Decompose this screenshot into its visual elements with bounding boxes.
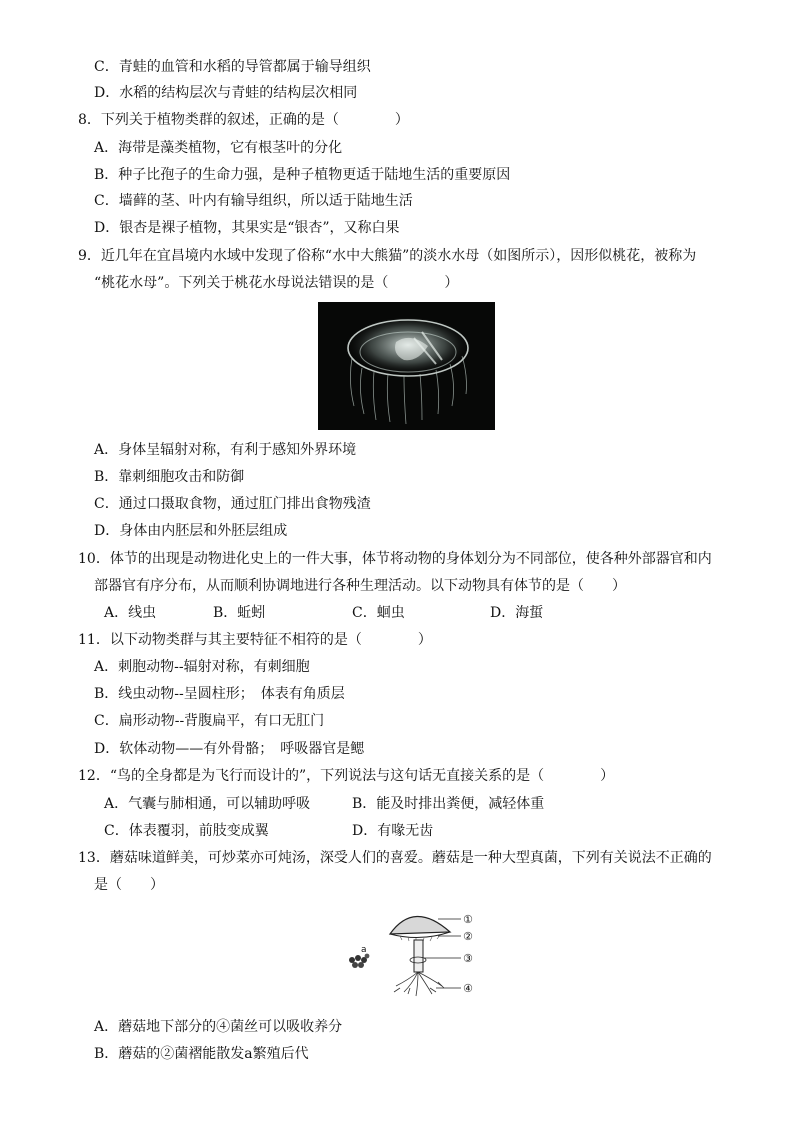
q10-option-c: C．蛔虫: [352, 605, 405, 621]
q7-option-d: D．水稻的结构层次与青蛙的结构层次相同: [94, 85, 358, 101]
q8-option-a: A．海带是藻类植物，它有根茎叶的分化: [94, 140, 343, 156]
mushroom-figure: [338, 906, 480, 1002]
q11-option-c: C．扁形动物--背腹扁平，有口无肛门: [94, 713, 325, 729]
q13-option-b: B．蘑菇的②菌褶能散发a繁殖后代: [94, 1046, 309, 1062]
q11-stem: 11．以下动物类群与其主要特征不相符的是（ ）: [78, 632, 432, 648]
jellyfish-photo: [318, 302, 495, 430]
q10-option-d: D．海蜇: [490, 605, 544, 621]
q11-option-b: B．线虫动物--呈圆柱形； 体表有角质层: [94, 686, 345, 702]
q12-stem: 12．“鸟的全身都是为飞行而设计的”，下列说法与这句话无直接关系的是（ ）: [78, 768, 615, 784]
q12-option-b: B．能及时排出粪便，减轻体重: [352, 796, 545, 812]
q12-option-c: C．体表覆羽，前肢变成翼: [104, 823, 269, 839]
q8-stem: 8．下列关于植物类群的叙述，正确的是（ ）: [78, 112, 409, 128]
q7-option-c: C．青蛙的血管和水稻的导管都属于输导组织: [94, 59, 371, 75]
spores: [349, 954, 369, 968]
mushroom-diagram: [338, 906, 480, 1002]
spore-label: a: [361, 945, 367, 955]
label-3: ③: [463, 952, 473, 965]
mushroom-stalk: [414, 940, 423, 972]
q10-option-a: A．线虫: [104, 605, 157, 621]
q9-option-a: A．身体呈辐射对称，有利于感知外界环境: [94, 442, 357, 458]
q8-option-c: C．墙藓的茎、叶内有输导组织，所以适于陆地生活: [94, 193, 413, 209]
q9-option-c: C．通过口摄取食物，通过肛门排出食物残渣: [94, 496, 371, 512]
q12-option-d: D．有喙无齿: [352, 823, 434, 839]
q8-option-d: D．银杏是裸子植物，其果实是“银杏”，又称白果: [94, 220, 400, 236]
q9-option-b: B．靠刺细胞攻击和防御: [94, 469, 245, 485]
q13-stem-line2: 是（ ）: [94, 877, 164, 893]
q9-option-d: D．身体由内胚层和外胚层组成: [94, 523, 288, 539]
label-1: ①: [463, 913, 473, 926]
q11-option-a: A．刺胞动物--辐射对称，有刺细胞: [94, 659, 310, 675]
q10-option-b: B．蚯蚓: [213, 605, 266, 621]
q10-stem-line2: 部器官有序分布，从而顺利协调地进行各种生理活动。以下动物具有体节的是（ ）: [94, 578, 626, 594]
q10-stem-line1: 10．体节的出现是动物进化史上的一件大事，体节将动物的身体划分为不同部位，使各种外部器官和内: [78, 551, 712, 567]
q12-option-a: A．气囊与肺相通，可以辅助呼吸: [104, 796, 311, 812]
q8-option-b: B．种子比孢子的生命力强，是种子植物更适于陆地生活的重要原因: [94, 167, 511, 183]
label-2: ②: [463, 930, 473, 943]
q11-option-d: D．软体动物——有外骨骼； 呼吸器官是鳃: [94, 741, 365, 757]
q13-stem-line1: 13．蘑菇味道鲜美，可炒菜亦可炖汤，深受人们的喜爱。蘑菇是一种大型真菌，下列有关说法不正确的: [78, 850, 712, 866]
q9-stem-line1: 9．近几年在宜昌境内水域中发现了俗称“水中大熊猫”的淡水水母（如图所示），因形似桃花，被称为: [78, 248, 697, 264]
jellyfish-illustration: [318, 302, 495, 430]
label-4: ④: [463, 982, 473, 995]
q13-option-a: A．蘑菇地下部分的④菌丝可以吸收养分: [94, 1019, 343, 1035]
q9-stem-line2: “桃花水母”。下列关于桃花水母说法错误的是（ ）: [94, 275, 459, 291]
mushroom-hyphae: [394, 972, 444, 996]
